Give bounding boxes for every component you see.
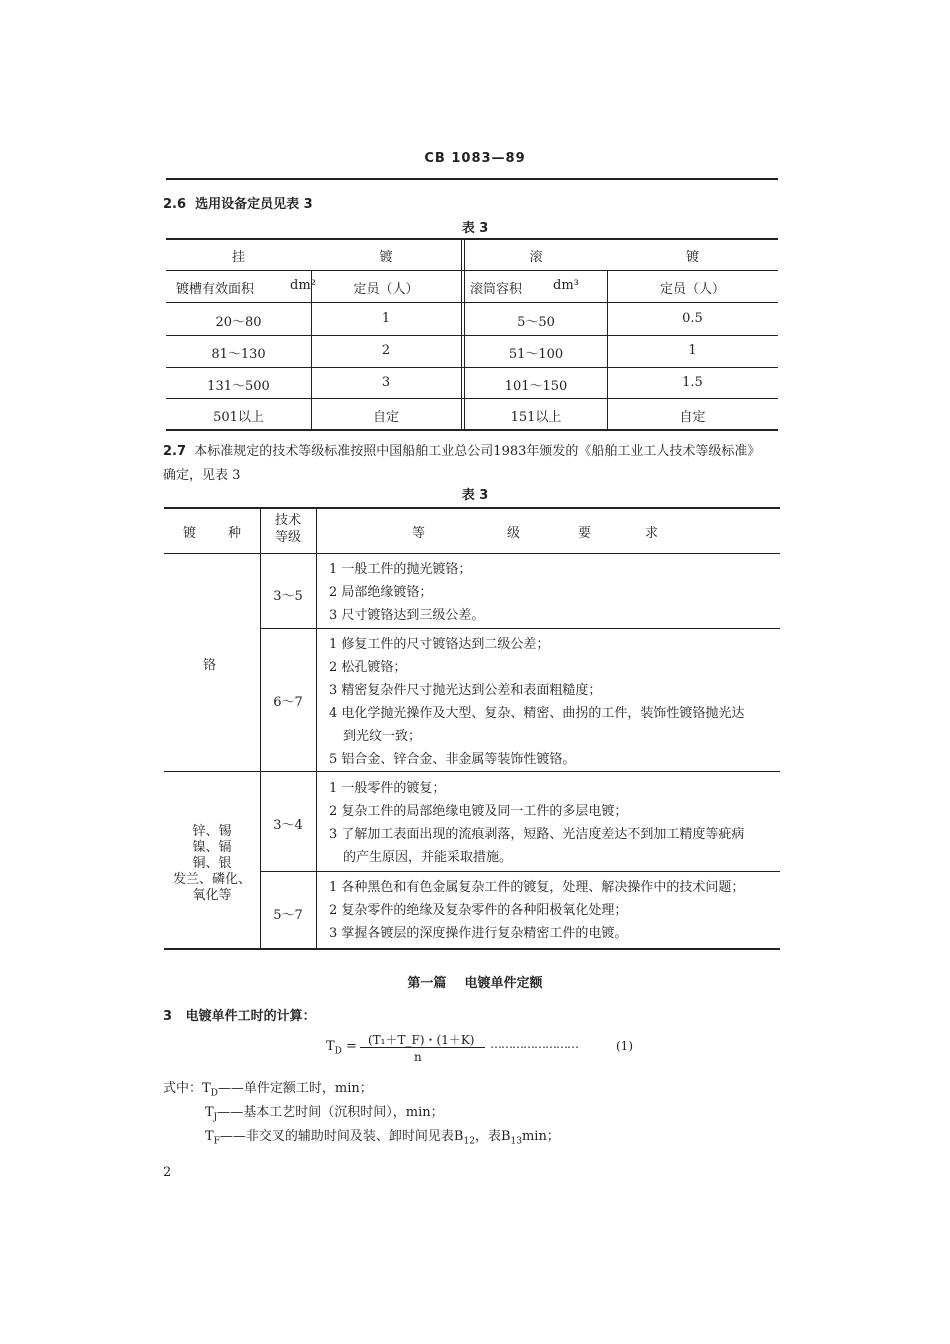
- symbol: T: [205, 1105, 214, 1120]
- requirement-item: 的产生原因，并能采取措施。: [343, 850, 513, 865]
- section-3: [163, 1005, 316, 1024]
- table-rule: [164, 948, 780, 950]
- cell-staff: 1: [688, 343, 697, 358]
- col-staff-hanging: 定员（人）: [353, 282, 419, 297]
- col-tank-area: 镀槽有效面积: [176, 282, 255, 297]
- formula-lhs: [326, 1039, 357, 1057]
- formula-equals: =: [346, 1039, 357, 1054]
- requirement-item: 4 电化学抛光操作及大型、复杂、精密、曲拐的工件，装饰性镀铬抛光达: [329, 706, 745, 721]
- definition-text: ——非交叉的辅助时间及装、卸时间见表B: [219, 1129, 464, 1144]
- cell-area: 131～500: [207, 379, 270, 394]
- cell-volume: 51～100: [508, 347, 564, 362]
- section-2-6: [163, 193, 313, 212]
- table-rule: [166, 398, 778, 399]
- definition-text: ——基本工艺时间（沉积时间），min；: [217, 1105, 444, 1120]
- cell-volume: 101～150: [504, 379, 568, 394]
- grade-level: 5～7: [273, 908, 303, 923]
- group-hanging-char1: 挂: [231, 250, 245, 265]
- symbol-subscript: D: [210, 1088, 218, 1099]
- grade-level: 3～5: [273, 589, 303, 604]
- col-staff-barrel: 定员（人）: [659, 282, 725, 297]
- section-number: 3: [163, 1009, 173, 1024]
- cell-staff: 自定: [372, 410, 399, 425]
- header-rule: [166, 178, 778, 180]
- definition-text: min；: [521, 1129, 560, 1144]
- formula-lhs-symbol: T: [326, 1039, 335, 1054]
- grade-level: 3～4: [273, 818, 303, 833]
- symbol-subscript: J: [213, 1112, 218, 1123]
- plating-other-line: 铜、银: [192, 856, 232, 871]
- plating-other-line: 发兰、磷化、: [172, 872, 251, 887]
- chapter-heading: [0, 972, 950, 991]
- cell-volume: 5～50: [517, 315, 555, 330]
- col-tank-area-unit: dm²: [290, 278, 316, 293]
- requirements-list: [329, 777, 744, 869]
- requirement-item: 3 掌握各镀层的深度操作进行复杂精密工件的电镀。: [329, 926, 628, 941]
- header-tech-grade: [260, 512, 316, 546]
- formula-lhs-subscript: D: [334, 1046, 342, 1057]
- table-rule: [260, 628, 780, 629]
- grade-level: 6～7: [273, 695, 303, 710]
- col-barrel-volume: 滚筒容积: [470, 282, 523, 297]
- table-rule: [260, 871, 780, 872]
- header-tech-grade-line1: 技术: [274, 513, 301, 528]
- requirement-item: 3 了解加工表面出现的流痕剥落，短路、光洁度差达不到加工精度等疵病: [329, 827, 745, 842]
- requirement-item: 1 一般零件的镀复；: [329, 781, 446, 796]
- header-req-char3: 要: [578, 526, 592, 541]
- cell-area: 501以上: [213, 410, 264, 425]
- requirement-item: 5 铝合金、锌合金、非金属等装饰性镀铬。: [329, 752, 576, 767]
- table-rule: [166, 270, 778, 271]
- requirement-item: 3 尺寸镀铬达到三级公差。: [329, 608, 485, 623]
- requirement-item: 2 复杂零件的绝缘及复杂零件的各种阳极氧化处理；: [329, 903, 628, 918]
- cell-staff: 3: [381, 375, 391, 390]
- requirement-item: 1 各种黑色和有色金属复杂工件的镀复，处理、解决操作中的技术问题；: [329, 880, 745, 895]
- plating-chrome: 铬: [203, 658, 217, 673]
- requirement-item: 3 精密复杂件尺寸抛光达到公差和表面粗糙度；: [329, 683, 602, 698]
- requirement-item: 2 局部绝缘镀铬；: [329, 585, 433, 600]
- section-2-7-continued: 确定，见表 3: [163, 468, 241, 483]
- requirement-item: 1 修复工件的尺寸镀铬达到二级公差；: [329, 637, 550, 652]
- table-rule: [166, 367, 778, 368]
- chapter-title: 电镀单件定额: [464, 976, 543, 991]
- table-rule: [164, 507, 780, 509]
- cell-area: 81～130: [211, 347, 266, 362]
- group-hanging-char2: 镀: [379, 250, 393, 265]
- definitions-lead: 式中：: [163, 1081, 203, 1096]
- table-ref-subscript: 13: [510, 1136, 522, 1147]
- header-req-char1: 等: [412, 526, 426, 541]
- cell-volume: 151以上: [510, 410, 562, 425]
- table-rule: [464, 240, 465, 430]
- definition-td: [163, 1077, 373, 1099]
- table2-caption: 表 3: [461, 488, 489, 503]
- col-barrel-volume-unit: dm³: [553, 278, 579, 293]
- requirement-item: 1 一般工件的抛光镀铬；: [329, 562, 472, 577]
- table1-caption: 表 3: [461, 221, 489, 236]
- cell-staff: 0.5: [682, 311, 703, 326]
- formula-denominator: n: [414, 1050, 422, 1064]
- group-barrel-char2: 镀: [685, 250, 699, 265]
- table-rule: [316, 509, 317, 949]
- header-plating-type-char1: 镀: [183, 526, 197, 541]
- document-code: CB 1083—89: [424, 151, 526, 166]
- table-rule: [166, 429, 778, 431]
- cell-staff: 1.5: [682, 375, 703, 390]
- formula-leader-dots: ……………………: [490, 1037, 578, 1051]
- definition-tj: [205, 1101, 444, 1123]
- table-rule: [164, 771, 780, 772]
- cell-area: 20～80: [215, 315, 262, 330]
- symbol: T: [202, 1081, 211, 1096]
- definition-tf: [205, 1125, 560, 1147]
- cell-staff: 自定: [679, 410, 706, 425]
- definition-text: ，表B: [474, 1129, 511, 1144]
- section-text: 选用设备定员见表 3: [195, 197, 313, 212]
- table-rule: [166, 238, 778, 240]
- symbol: T: [205, 1129, 214, 1144]
- definition-text: ——单件定额工时，min；: [217, 1081, 373, 1096]
- plating-other-line: 氧化等: [192, 888, 232, 903]
- table-rule: [166, 335, 778, 336]
- header-tech-grade-line2: 等级: [274, 530, 301, 545]
- plating-other-line: 锌、锡: [192, 824, 232, 839]
- symbol-subscript: F: [213, 1136, 220, 1147]
- group-barrel-char1: 滚: [529, 250, 543, 265]
- requirements-list: [329, 876, 744, 945]
- cell-staff: 2: [381, 343, 391, 358]
- table-rule: [166, 302, 778, 303]
- section-2-7: [163, 440, 760, 459]
- fraction-bar: [360, 1047, 485, 1048]
- page-number: 2: [163, 1165, 172, 1180]
- section-text: 电镀单件工时的计算：: [185, 1009, 316, 1024]
- table-rule: [461, 240, 462, 430]
- chapter-part: 第一篇: [407, 976, 447, 991]
- formula-numerator: (T₁＋T_F)・(1＋K): [368, 1033, 475, 1047]
- section-number: 2.6: [163, 197, 187, 212]
- formula-tag: (1): [616, 1039, 633, 1053]
- header-req-char4: 求: [645, 526, 659, 541]
- table-rule: [260, 509, 261, 949]
- requirements-list: [329, 633, 744, 771]
- section-text: 本标准规定的技术等级标准按照中国船舶工业总公司1983年颁发的《船舶工业工人技术等级标准》: [194, 444, 761, 459]
- header-plating-type-char2: 种: [228, 526, 242, 541]
- section-number: 2.7: [163, 444, 187, 459]
- requirements-list: [329, 558, 484, 627]
- header-req-char2: 级: [507, 526, 521, 541]
- table-ref-subscript: 12: [463, 1136, 475, 1147]
- plating-other-metals: [164, 824, 260, 904]
- cell-staff: 1: [381, 311, 391, 326]
- requirement-item: 2 复杂工件的局部绝缘电镀及同一工件的多层电镀；: [329, 804, 628, 819]
- plating-other-line: 镍、镉: [192, 840, 232, 855]
- table-rule: [164, 553, 780, 554]
- requirement-item: 2 松孔镀铬；: [329, 660, 407, 675]
- requirement-item: 到光纹一致；: [343, 729, 422, 744]
